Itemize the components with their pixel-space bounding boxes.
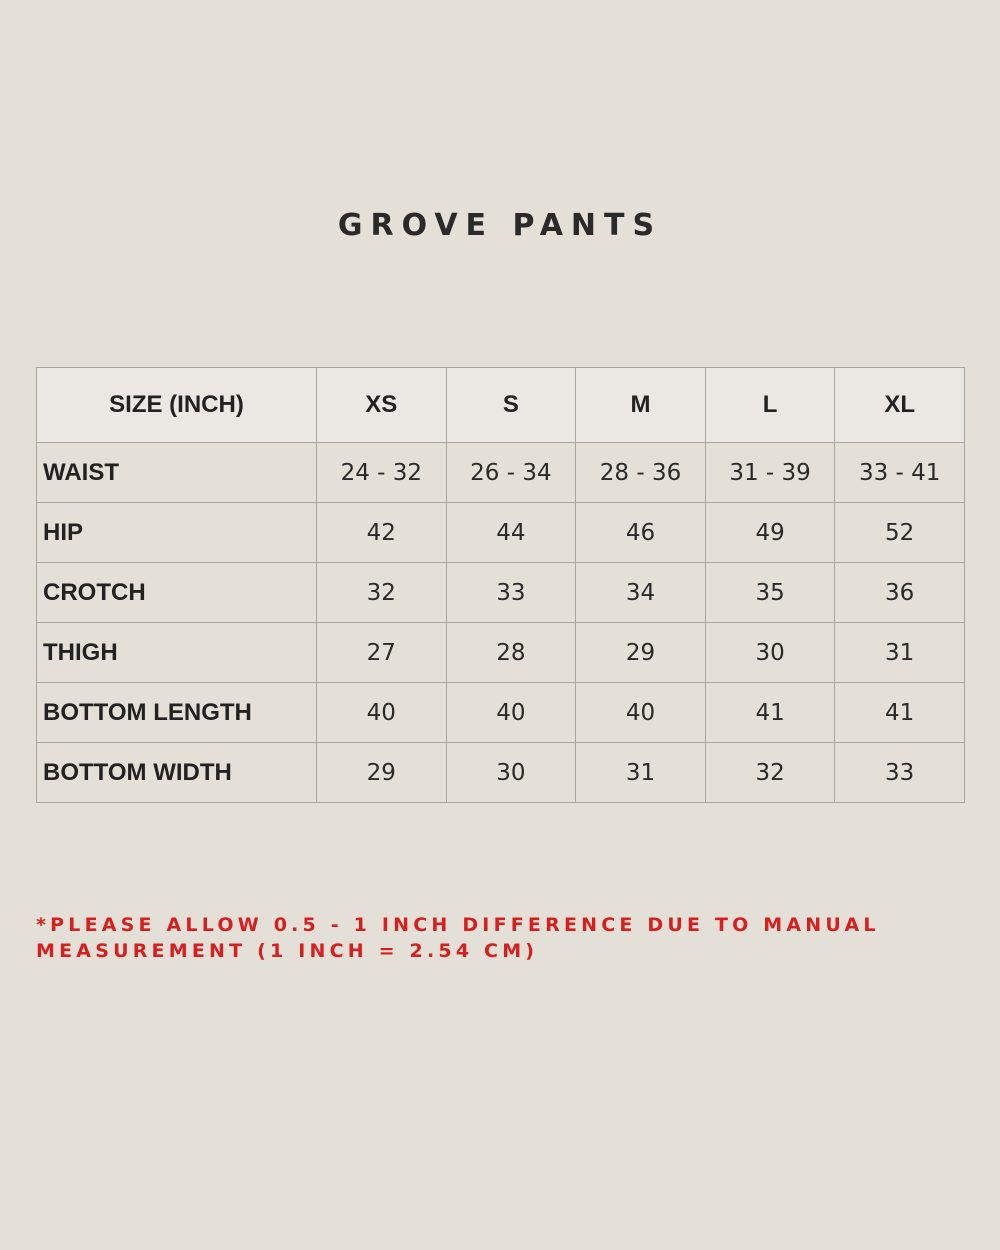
table-cell: 33 - 41 bbox=[835, 443, 965, 503]
header-m: M bbox=[576, 368, 706, 443]
row-label: CROTCH bbox=[37, 563, 317, 623]
table-cell: 46 bbox=[576, 503, 706, 563]
table-cell: 24 - 32 bbox=[317, 443, 447, 503]
disclaimer-line-2: MEASUREMENT (1 INCH = 2.54 CM) bbox=[36, 940, 539, 962]
table-cell: 34 bbox=[576, 563, 706, 623]
table-cell: 31 bbox=[576, 743, 706, 803]
table-cell: 49 bbox=[705, 503, 835, 563]
table-row-waist bbox=[37, 443, 965, 503]
table-cell: 35 bbox=[705, 563, 835, 623]
table-cell: 33 bbox=[446, 563, 576, 623]
table-header-row bbox=[37, 368, 965, 443]
table-cell: 42 bbox=[317, 503, 447, 563]
row-label: BOTTOM LENGTH bbox=[37, 683, 317, 743]
header-xl: XL bbox=[835, 368, 965, 443]
row-label: THIGH bbox=[37, 623, 317, 683]
table-cell: 40 bbox=[576, 683, 706, 743]
table-row-bottom-length bbox=[37, 683, 965, 743]
table-cell: 28 - 36 bbox=[576, 443, 706, 503]
row-label: HIP bbox=[37, 503, 317, 563]
table-cell: 41 bbox=[835, 683, 965, 743]
table-row-hip bbox=[37, 503, 965, 563]
table-cell: 33 bbox=[835, 743, 965, 803]
table-row-bottom-width bbox=[37, 743, 965, 803]
page-title: GROVE PANTS bbox=[337, 208, 663, 243]
table-cell: 32 bbox=[317, 563, 447, 623]
table-cell: 52 bbox=[835, 503, 965, 563]
size-chart-table bbox=[36, 367, 965, 803]
table-row-crotch bbox=[37, 563, 965, 623]
header-s: S bbox=[446, 368, 576, 443]
row-label: WAIST bbox=[37, 443, 317, 503]
table-cell: 36 bbox=[835, 563, 965, 623]
header-size-inch: SIZE (INCH) bbox=[37, 368, 317, 443]
table-cell: 40 bbox=[446, 683, 576, 743]
table-cell: 41 bbox=[705, 683, 835, 743]
disclaimer-line-1: *PLEASE ALLOW 0.5 - 1 INCH DIFFERENCE DUE TO MANUAL bbox=[36, 914, 880, 936]
table-cell: 30 bbox=[446, 743, 576, 803]
header-l: L bbox=[705, 368, 835, 443]
row-label: BOTTOM WIDTH bbox=[37, 743, 317, 803]
table-cell: 40 bbox=[317, 683, 447, 743]
table-cell: 29 bbox=[576, 623, 706, 683]
header-xs: XS bbox=[317, 368, 447, 443]
table-cell: 26 - 34 bbox=[446, 443, 576, 503]
measurement-disclaimer bbox=[36, 912, 936, 964]
table-cell: 31 bbox=[835, 623, 965, 683]
table-cell: 27 bbox=[317, 623, 447, 683]
table-cell: 29 bbox=[317, 743, 447, 803]
table-cell: 30 bbox=[705, 623, 835, 683]
table-cell: 32 bbox=[705, 743, 835, 803]
table-cell: 31 - 39 bbox=[705, 443, 835, 503]
table-cell: 44 bbox=[446, 503, 576, 563]
table-row-thigh bbox=[37, 623, 965, 683]
table-cell: 28 bbox=[446, 623, 576, 683]
